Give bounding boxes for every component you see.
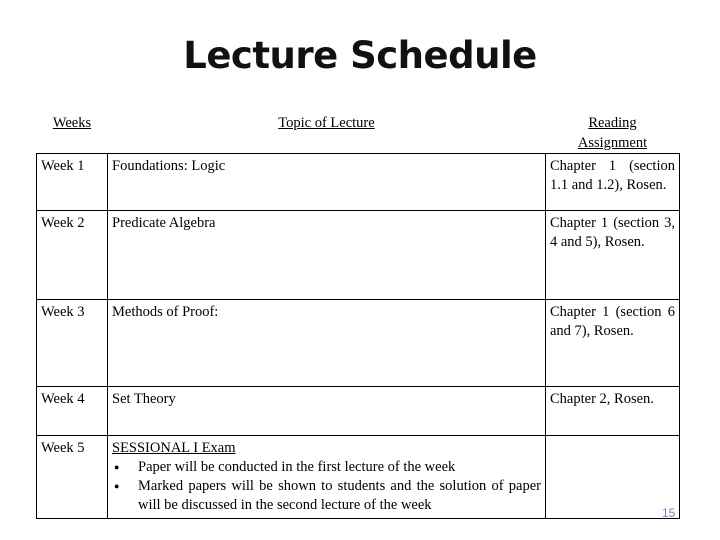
week-cell: Week 2 bbox=[37, 211, 108, 300]
page-number: 15 bbox=[662, 506, 676, 520]
topic-cell: Methods of Proof: bbox=[108, 300, 546, 387]
table-row bbox=[37, 300, 680, 387]
reading-cell: Chapter 2, Rosen. bbox=[546, 387, 680, 436]
table-header-row bbox=[37, 113, 680, 154]
topic-cell: Predicate Algebra bbox=[108, 211, 546, 300]
reading-cell bbox=[546, 436, 680, 519]
week-cell: Week 1 bbox=[37, 154, 108, 211]
table-row bbox=[37, 387, 680, 436]
slide-title: Lecture Schedule bbox=[183, 34, 537, 77]
reading-cell: Chapter 1 (section 1.1 and 1.2), Rosen. bbox=[546, 154, 680, 211]
header-reading-line1: Reading bbox=[588, 115, 637, 131]
table-row bbox=[37, 436, 680, 519]
reading-cell: Chapter 1 (section 6 and 7), Rosen. bbox=[546, 300, 680, 387]
list-item: ● Marked papers will be shown to students and the solution of paper will be discussed in the second lecture of the week bbox=[138, 477, 541, 515]
header-reading-line2: Assignment bbox=[577, 135, 648, 151]
week-cell: Week 5 bbox=[37, 436, 108, 519]
lecture-schedule-table bbox=[36, 113, 680, 519]
reading-cell: Chapter 1 (section 3, 4 and 5), Rosen. bbox=[546, 211, 680, 300]
sessional-exam-title: SESSIONAL I Exam bbox=[112, 440, 236, 456]
header-weeks: Weeks bbox=[37, 113, 108, 154]
header-reading bbox=[546, 113, 680, 154]
header-topic: Topic of Lecture bbox=[108, 113, 546, 154]
table-row bbox=[37, 211, 680, 300]
list-item: ● Paper will be conducted in the first lecture of the week bbox=[138, 458, 541, 477]
topic-cell: Foundations: Logic bbox=[108, 154, 546, 211]
topic-cell: Set Theory bbox=[108, 387, 546, 436]
week-cell: Week 4 bbox=[37, 387, 108, 436]
week-cell: Week 3 bbox=[37, 300, 108, 387]
table-row bbox=[37, 154, 680, 211]
topic-cell bbox=[108, 436, 546, 519]
exam-notes-list bbox=[112, 458, 541, 515]
